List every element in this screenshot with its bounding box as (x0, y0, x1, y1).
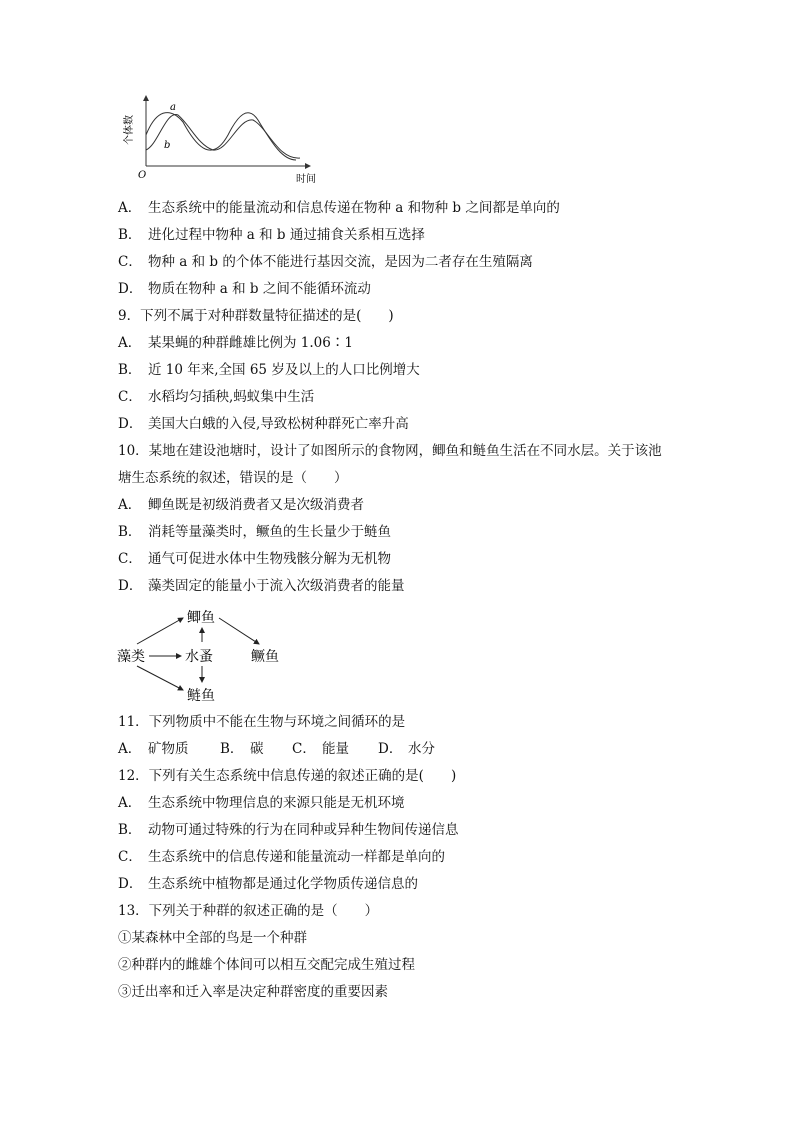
option-text: 美国大白蛾的入侵,导致松树种群死亡率升高 (148, 416, 409, 432)
node-algae: 藻类 (117, 649, 145, 665)
q13-item-2: ②种群内的雌雄个体间可以相互交配完成生殖过程 (118, 957, 415, 973)
option-label: B． (220, 741, 244, 757)
option-label: D． (118, 416, 143, 432)
option-text: 生态系统中物理信息的来源只能是无机环境 (148, 795, 405, 811)
q10-stem-line2: 塘生态系统的叙述，错误的是（ ） (118, 470, 348, 486)
option-text: 物种 a 和 b 的个体不能进行基因交流，是因为二者存在生殖隔离 (148, 254, 533, 270)
option-text: 矿物质 (148, 741, 189, 757)
option-label: C． (118, 849, 142, 865)
option-label: C． (118, 551, 142, 567)
option-label: A． (118, 497, 142, 513)
q12-option-d (118, 875, 418, 893)
q10-option-a (118, 496, 364, 514)
option-label: B． (118, 362, 142, 378)
option-label: A． (118, 200, 142, 216)
option-label: A． (118, 335, 142, 351)
x-axis-label: 时间 (296, 174, 316, 185)
q12-stem: 12．下列有关生态系统中信息传递的叙述正确的是( ) (118, 768, 457, 784)
q9-option-c (118, 388, 314, 406)
option-label: C． (292, 741, 316, 757)
option-text: 水分 (408, 741, 435, 757)
q12-option-a (118, 794, 405, 812)
q10-option-b (118, 523, 391, 541)
q13-stem: 13．下列关于种群的叙述正确的是（ ） (118, 903, 379, 919)
q12-option-c (118, 848, 445, 866)
q13-item-3: ③迁出率和迁入率是决定种群密度的重要因素 (118, 984, 388, 1000)
y-axis-label: 个体数 (124, 115, 135, 145)
option-text: 能量 (322, 741, 349, 757)
curve-a (146, 113, 296, 160)
q10-option-c (118, 550, 391, 568)
q8-option-d (118, 280, 371, 298)
arrow-algae-to-crucian (137, 618, 183, 644)
q8-option-b (118, 226, 425, 244)
option-text: 水稻均匀插秧,蚂蚁集中生活 (148, 389, 315, 405)
option-text: 碳 (250, 741, 264, 757)
option-text: 消耗等量藻类时，鳜鱼的生长量少于鲢鱼 (148, 524, 391, 540)
option-label: A． (118, 795, 142, 811)
option-label: B． (118, 822, 142, 838)
q10-stem-line1: 10．某地在建设池塘时，设计了如图所示的食物网，鲫鱼和鲢鱼生活在不同水层。关于该池 (118, 443, 662, 459)
option-label: D． (118, 578, 143, 594)
option-text: 动物可通过特殊的行为在同种或异种生物间传递信息 (148, 822, 459, 838)
arrow-algae-to-silver (137, 666, 183, 690)
q9-option-a (118, 334, 353, 352)
food-web-diagram (115, 608, 295, 704)
option-text: 近 10 年来,全国 65 岁及以上的人口比例增大 (148, 362, 420, 378)
q9-option-b (118, 361, 420, 379)
q13-item-1: ①某森林中全部的鸟是一个种群 (118, 930, 307, 946)
q8-option-c (118, 253, 533, 271)
node-water-flea: 水蚤 (185, 649, 213, 665)
option-text: 物质在物种 a 和 b 之间不能循环流动 (148, 281, 371, 297)
option-text: 某果蝇的种群雌雄比例为 1.06∶1 (148, 335, 353, 351)
q8-option-a (118, 199, 560, 217)
option-text: 生态系统中的能量流动和信息传递在物种 a 和物种 b 之间都是单向的 (148, 200, 560, 216)
q10-option-d (118, 577, 405, 595)
option-text: 生态系统中植物都是通过化学物质传递信息的 (148, 876, 418, 892)
node-mandarin-fish: 鳜鱼 (251, 649, 279, 665)
option-label: C． (118, 389, 142, 405)
arrow-crucian-to-mandarin (219, 618, 259, 644)
option-label: A． (118, 741, 142, 757)
q9-stem: 9．下列不属于对种群数量特征描述的是( ) (118, 308, 394, 324)
q12-option-b (118, 821, 459, 839)
option-label: D． (118, 281, 143, 297)
option-text: 藻类固定的能量小于流入次级消费者的能量 (148, 578, 405, 594)
option-label: B． (118, 524, 142, 540)
option-text: 进化过程中物种 a 和 b 通过捕食关系相互选择 (148, 227, 425, 243)
node-crucian-carp: 鲫鱼 (187, 610, 215, 626)
option-text: 生态系统中的信息传递和能量流动一样都是单向的 (148, 849, 445, 865)
option-label: D． (118, 876, 143, 892)
population-graph (118, 90, 318, 190)
q11-stem: 11．下列物质中不能在生物与环境之间循环的是 (118, 714, 406, 730)
origin-label: O (138, 170, 147, 181)
q9-option-d (118, 415, 409, 433)
q11-options (118, 740, 435, 758)
option-label: C． (118, 254, 142, 270)
curve-b-label: b (164, 140, 171, 151)
option-label: D． (378, 741, 403, 757)
curve-a-label: a (170, 102, 176, 113)
curve-b (146, 115, 300, 159)
node-silver-carp: 鲢鱼 (187, 688, 215, 704)
option-text: 通气可促进水体中生物残骸分解为无机物 (148, 551, 391, 567)
option-text: 鲫鱼既是初级消费者又是次级消费者 (148, 497, 364, 513)
option-label: B． (118, 227, 142, 243)
